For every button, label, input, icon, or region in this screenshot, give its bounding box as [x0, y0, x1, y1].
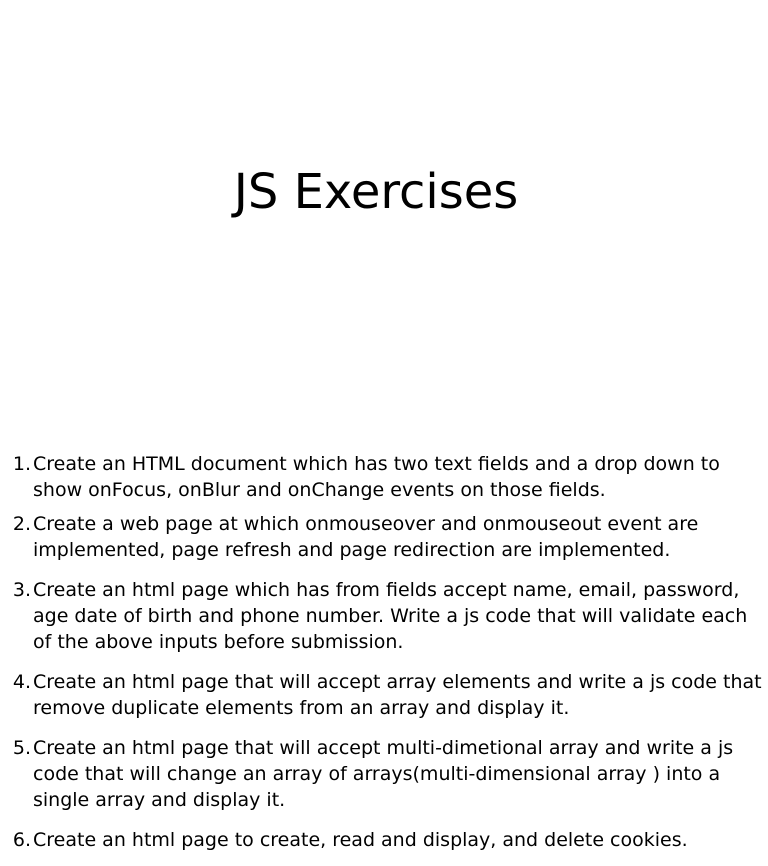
- exercise-item-2: [0, 511, 768, 563]
- exercise-text: Create an html page to create, read and display, and delete cookies.: [33, 829, 688, 851]
- exercise-text: Create a web page at which onmouseover and onmouseout event are implemented, page refresh and page redirection are implemented.: [33, 513, 699, 561]
- exercise-list: [0, 451, 768, 853]
- exercise-text: Create an html page which has from fields accept name, email, password, age date of birth and phone number. Write a js code that will validate each of the above inputs before submission.: [33, 579, 748, 653]
- exercise-number: 1.: [12, 453, 31, 475]
- page-title: JS Exercises: [233, 164, 519, 220]
- exercise-text: Create an HTML document which has two text fields and a drop down to show onFocus, onBlur and onChange events on those fields.: [33, 453, 720, 501]
- exercise-text: Create an html page that will accept array elements and write a js code that remove duplicate elements from an array and display it.: [33, 671, 762, 719]
- exercise-text: Create an html page that will accept multi-dimetional array and write a js code that will change an array of arrays(multi-dimensional array ) into a single array and display it.: [33, 737, 734, 811]
- exercise-number: 2.: [12, 513, 31, 535]
- exercise-item-6: [0, 827, 768, 853]
- exercise-number: 5.: [12, 737, 31, 759]
- exercise-number: 3.: [12, 579, 31, 601]
- exercise-item-4: [0, 669, 768, 721]
- exercise-item-3: [0, 577, 768, 655]
- exercise-item-1: [0, 451, 768, 503]
- exercise-number: 4.: [12, 671, 31, 693]
- exercise-item-5: [0, 735, 768, 813]
- exercise-number: 6.: [12, 829, 31, 851]
